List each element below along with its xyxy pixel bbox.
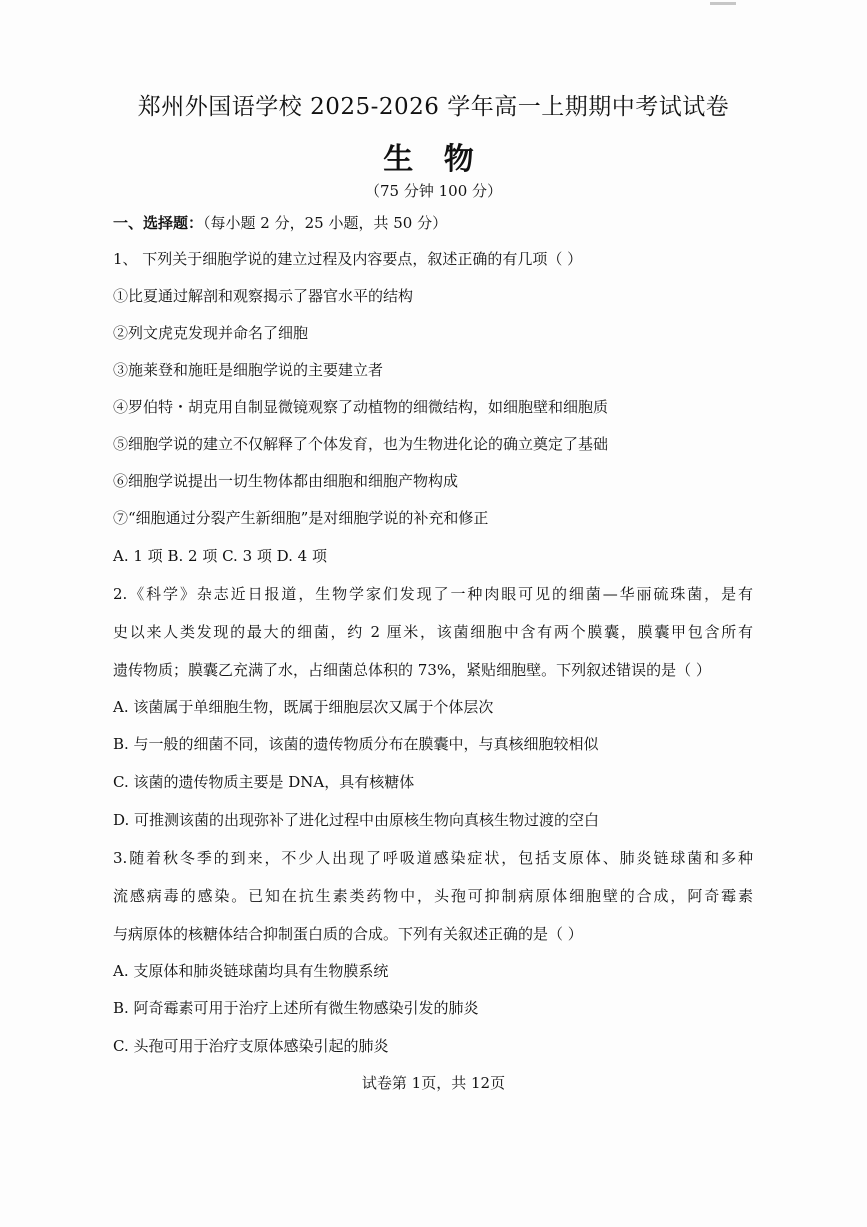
q1-stem: 1、 下列关于细胞学说的建立过程及内容要点，叙述正确的有几项（ ） — [113, 250, 583, 268]
q1-item: ⑤细胞学说的建立不仅解释了个体发育，也为生物进化论的确立奠定了基础 — [113, 435, 609, 453]
q2-option: D. 可推测该菌的出现弥补了进化过程中由原核生物向真核生物过渡的空白 — [113, 811, 600, 829]
q3-stem-line: 3.随着秋冬季的到来，不少人出现了呼吸道感染症状，包括支原体、肺炎链球菌和多种 — [113, 849, 753, 867]
q1-item: ①比夏通过解剖和观察揭示了器官水平的结构 — [113, 287, 414, 305]
page-footer: 试卷第 1页，共 12页 — [361, 1074, 506, 1092]
exam-duration: （75 分钟 100 分） — [364, 182, 503, 200]
q3-option: C. 头孢可用于治疗支原体感染引起的肺炎 — [113, 1037, 389, 1055]
q3-stem-line: 流感病毒的感染。已知在抗生素类药物中，头孢可抑制病原体细胞壁的合成，阿奇霉素 — [113, 887, 753, 905]
q2-option: B. 与一般的细菌不同，该菌的遗传物质分布在膜囊中，与真核细胞较相似 — [113, 735, 599, 753]
q1-item: ⑦“细胞通过分裂产生新细胞”是对细胞学说的补充和修正 — [113, 509, 489, 527]
exam-title: 郑州外国语学校 2025-2026 学年高一上期期中考试试卷 — [137, 94, 730, 120]
q2-option: C. 该菌的遗传物质主要是 DNA，具有核糖体 — [113, 773, 415, 791]
q3-option: B. 阿奇霉素可用于治疗上述所有微生物感染引发的肺炎 — [113, 999, 479, 1017]
q2-stem-line: 史以来人类发现的最大的细菌，约 2 厘米，该菌细胞中含有两个膜囊，膜囊甲包含所有 — [113, 623, 753, 641]
q1-item: ④罗伯特・胡克用自制显微镜观察了动植物的细微结构，如细胞壁和细胞质 — [113, 398, 609, 416]
q1-item: ②列文虎克发现并命名了细胞 — [113, 324, 309, 342]
q3-stem-line: 与病原体的核糖体结合抑制蛋白质的合成。下列有关叙述正确的是（ ） — [113, 925, 583, 943]
q1-item: ⑥细胞学说提出一切生物体都由细胞和细胞产物构成 — [113, 472, 459, 490]
q2-stem-line: 2.《科学》杂志近日报道，生物学家们发现了一种肉眼可见的细菌—华丽硫珠菌，是有 — [113, 585, 753, 603]
q2-option: A. 该菌属于单细胞生物，既属于细胞层次又属于个体层次 — [113, 698, 494, 716]
scan-mark — [710, 2, 736, 5]
section-note: （每小题 2 分，25 小题，共 50 分） — [203, 214, 448, 232]
q1-item: ③施莱登和施旺是细胞学说的主要建立者 — [113, 361, 384, 379]
section-title: 一、选择题： — [113, 214, 204, 232]
subject-title: 生 物 — [383, 142, 484, 177]
q2-stem-line: 遗传物质；膜囊乙充满了水，占细菌总体积的 73%，紧贴细胞壁。下列叙述错误的是（ ） — [113, 661, 711, 679]
q1-options: A. 1 项 B. 2 项 C. 3 项 D. 4 项 — [113, 547, 327, 565]
section-heading — [113, 213, 447, 233]
q3-option: A. 支原体和肺炎链球菌均具有生物膜系统 — [113, 962, 389, 980]
